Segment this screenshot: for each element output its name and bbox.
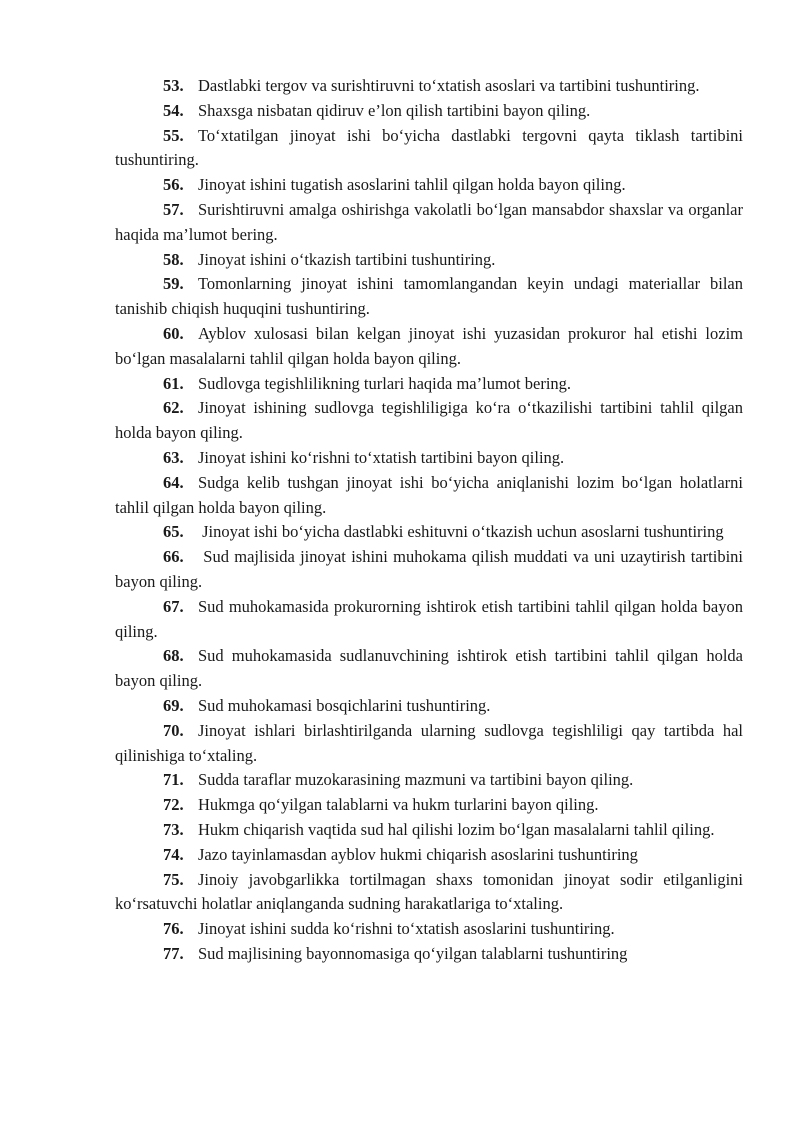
question-item — [115, 694, 743, 719]
question-text: Jinoyat ishining sudlovga tegishliligiga ko‘ra o‘tkazilishi tartibini tahlil qilgan holda bayon qiling. — [115, 398, 743, 443]
question-number: 72. — [163, 795, 184, 815]
question-text: Jinoyat ishi bo‘yicha dastlabki eshituvni o‘tkazish uchun asoslarni tushuntiring — [198, 522, 724, 542]
question-item — [115, 942, 743, 967]
question-text: Jinoyat ishini sudda ko‘rishni to‘xtatish asoslarini tushuntiring. — [198, 919, 615, 939]
question-number: 77. — [163, 943, 184, 963]
question-number: 73. — [163, 819, 184, 839]
question-item — [115, 843, 743, 868]
question-text: Jinoyat ishlari birlashtirilganda ularning sudlovga tegishliligi qay tartibda hal qilinishiga to‘xtaling. — [115, 720, 743, 765]
question-text: Jinoyat ishini o‘tkazish tartibini tushuntiring. — [198, 249, 496, 269]
question-number: 69. — [163, 695, 184, 715]
question-item — [115, 719, 743, 769]
question-number: 61. — [163, 373, 184, 393]
question-item — [115, 644, 743, 694]
question-text: Sudlovga tegishlilikning turlari haqida ma’lumot bering. — [198, 373, 572, 393]
question-item — [115, 124, 743, 174]
question-item — [115, 248, 743, 273]
question-item — [115, 322, 743, 372]
question-item — [115, 198, 743, 248]
question-item — [115, 917, 743, 942]
question-number: 65. — [163, 522, 184, 542]
question-item — [115, 545, 743, 595]
question-text: Shaxsga nisbatan qidiruv e’lon qilish tartibini bayon qiling. — [198, 100, 591, 120]
question-item — [115, 768, 743, 793]
question-item — [115, 99, 743, 124]
question-item — [115, 793, 743, 818]
question-item — [115, 868, 743, 918]
question-item — [115, 520, 743, 545]
question-text: Sud majlisida jinoyat ishini muhokama qilish muddati va uni uzaytirish tartibini bayon qiling. — [115, 547, 743, 591]
question-item — [115, 818, 743, 843]
question-item — [115, 173, 743, 198]
question-text: Tomonlarning jinoyat ishini tamomlangandan keyin undagi materiallar bilan tanishib chiqish huquqini tushuntiring. — [115, 274, 743, 319]
question-list — [115, 74, 743, 967]
question-text: Jinoiy javobgarlikka tortilmagan shaxs tomonidan jinoyat sodir etilganligini ko‘rsatuvchi holatlar aniqlanganda sudning harakatlariga to‘xtaling. — [115, 869, 743, 914]
question-text: Jinoyat ishini tugatish asoslarini tahlil qilgan holda bayon qiling. — [198, 175, 626, 195]
question-text: Hukm chiqarish vaqtida sud hal qilishi lozim bo‘lgan masalalarni tahlil qiling. — [198, 819, 715, 839]
question-number: 63. — [163, 447, 184, 467]
question-text: Sud muhokamasida prokurorning ishtirok etish tartibini tahlil qilgan holda bayon qiling. — [115, 596, 743, 641]
question-text: To‘xtatilgan jinoyat ishi bo‘yicha dastlabki tergovni qayta tiklash tartibini tushuntiring. — [115, 125, 743, 170]
question-text: Sudda taraflar muzokarasining mazmuni va tartibini bayon qiling. — [198, 770, 634, 790]
question-number: 76. — [163, 919, 184, 939]
question-text: Hukmga qo‘yilgan talablarni va hukm turlarini bayon qiling. — [198, 795, 599, 815]
question-number: 71. — [163, 770, 184, 790]
question-text: Sudga kelib tushgan jinoyat ishi bo‘yicha aniqlanishi lozim bo‘lgan holatlarni tahlil qilgan holda bayon qiling. — [115, 472, 743, 517]
question-text: Dastlabki tergov va surishtiruvni to‘xtatish asoslari va tartibini tushuntiring. — [198, 76, 700, 95]
question-number: 57. — [163, 199, 184, 219]
question-item — [115, 272, 743, 322]
question-number: 53. — [163, 76, 184, 95]
question-text: Sud majlisining bayonnomasiga qo‘yilgan talablarni tushuntiring — [198, 943, 628, 963]
question-number: 62. — [163, 398, 184, 418]
question-number: 60. — [163, 323, 184, 343]
question-number: 74. — [163, 844, 184, 864]
question-text: Sud muhokamasi bosqichlarini tushuntiring. — [198, 695, 491, 715]
question-text: Jinoyat ishini ko‘rishni to‘xtatish tartibini bayon qiling. — [198, 447, 565, 467]
question-number: 70. — [163, 720, 184, 740]
question-text: Sud muhokamasida sudlanuvchining ishtirok etish tartibini tahlil qilgan holda bayon qiling. — [115, 646, 743, 691]
question-number: 54. — [163, 100, 184, 120]
question-number: 56. — [163, 175, 184, 195]
question-item — [115, 74, 743, 99]
question-item — [115, 471, 743, 521]
question-text: Jazo tayinlamasdan ayblov hukmi chiqarish asoslarini tushuntiring — [198, 844, 638, 864]
question-item — [115, 372, 743, 397]
question-number: 68. — [163, 646, 184, 666]
question-item — [115, 595, 743, 645]
question-number: 58. — [163, 249, 184, 269]
question-item — [115, 396, 743, 446]
question-number: 64. — [163, 472, 184, 492]
question-number: 67. — [163, 596, 184, 616]
question-number: 59. — [163, 274, 184, 294]
question-text: Surishtiruvni amalga oshirishga vakolatli bo‘lgan mansabdor shaxslar va organlar haqida ma’lumot bering. — [115, 199, 743, 244]
question-number: 75. — [163, 869, 184, 889]
question-number: 66. — [163, 547, 184, 567]
question-number: 55. — [163, 125, 184, 145]
question-text: Ayblov xulosasi bilan kelgan jinoyat ishi yuzasidan prokuror hal etishi lozim bo‘lgan masalalarni tahlil qilgan holda bayon qiling. — [115, 323, 743, 368]
question-item — [115, 446, 743, 471]
